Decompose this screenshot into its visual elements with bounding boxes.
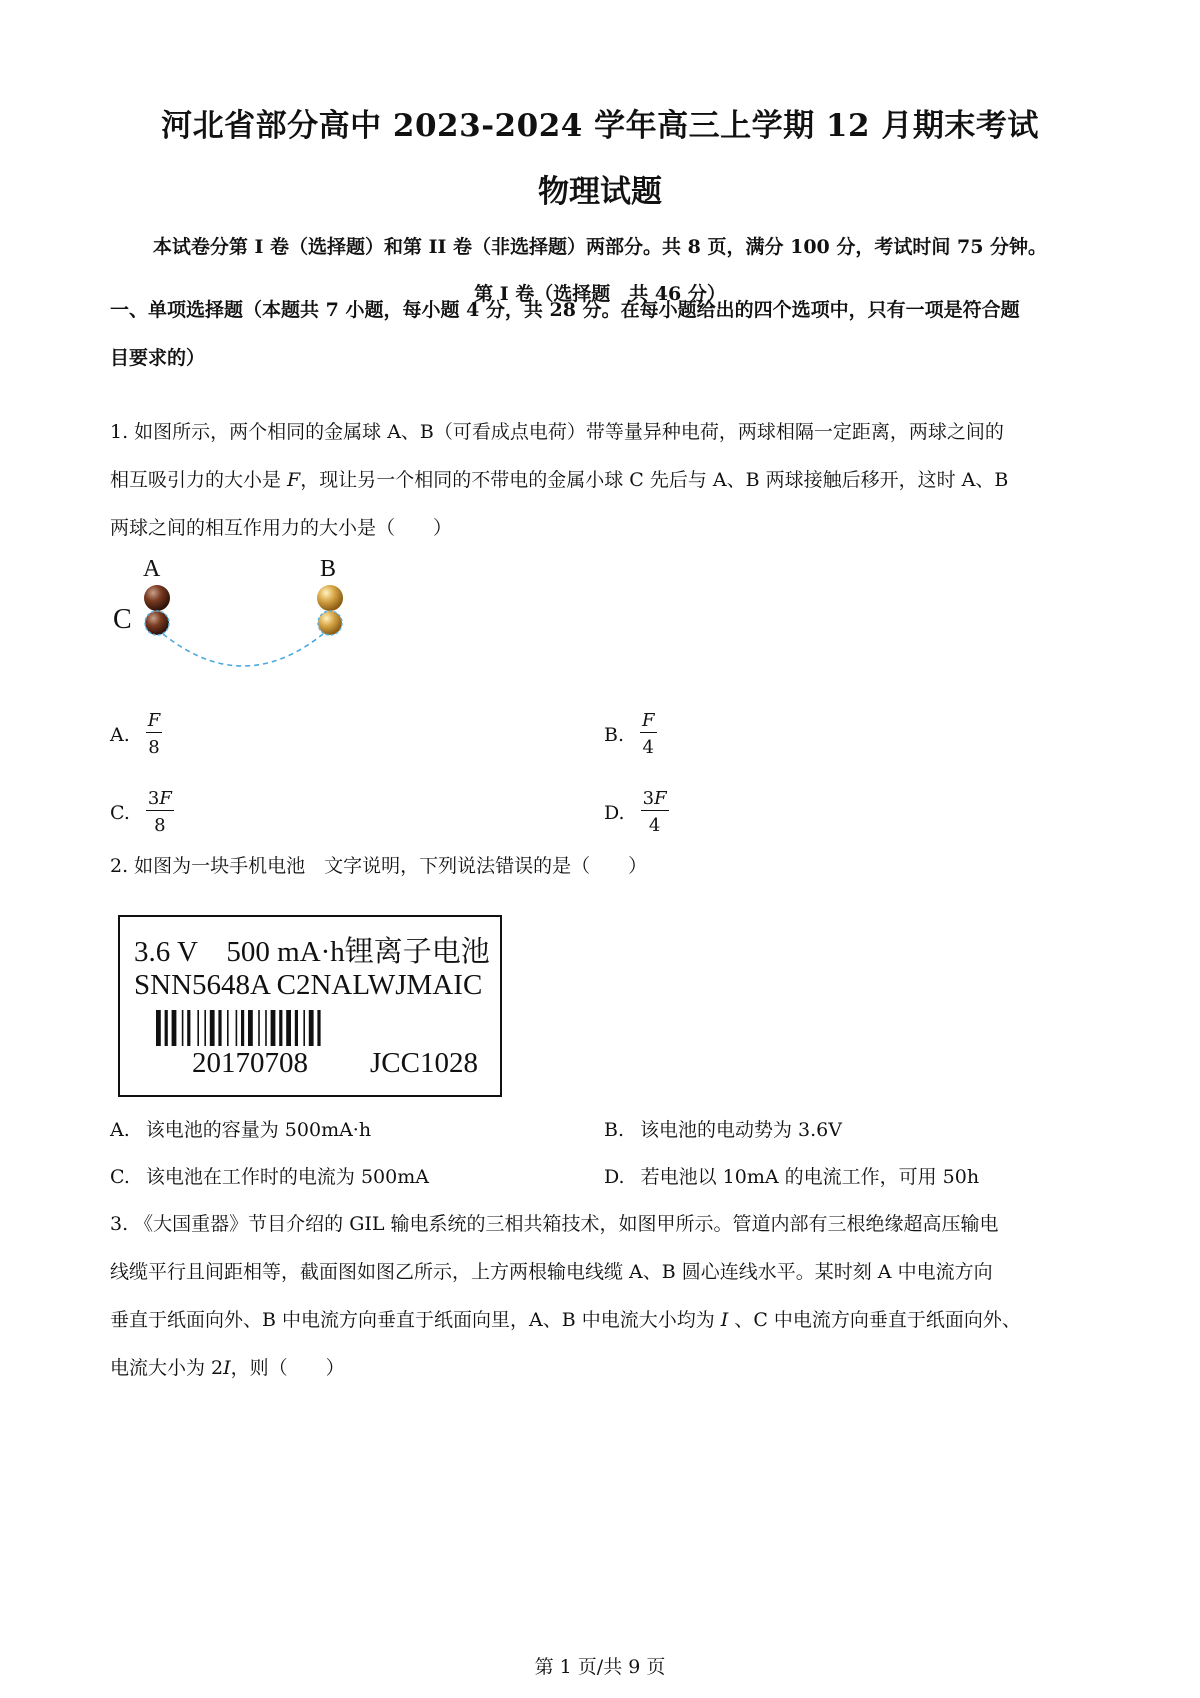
q1-line-2-post: ，现让另一个相同的不带电的金属小球 C 先后与 A、B 两球接触后移开，这时 A、B (300, 469, 1009, 491)
option-text: 该电池在工作时的电流为 500mA (145, 1166, 429, 1188)
question-1-stem (110, 408, 1100, 552)
option-label: A. (110, 723, 130, 746)
barcode (156, 1010, 456, 1050)
numerator-var: F (147, 710, 161, 731)
battery-label-figure (118, 915, 502, 1097)
fraction (146, 788, 174, 837)
exam-intro: 本试卷分第 I 卷（选择题）和第 II 卷（非选择题）两部分。共 8 页，满分 100 分，考试时间 75 分钟。 (152, 236, 1048, 258)
section-instructions (110, 286, 1100, 382)
numerator-var: F (159, 788, 172, 809)
sphere-label-a: A (143, 556, 161, 582)
battery-spec-line: 3.6 V 500 mA·h锂离子电池 (134, 936, 490, 968)
option-label: C. (110, 801, 130, 824)
denominator: 8 (154, 815, 166, 836)
q1-option-d[interactable] (604, 788, 669, 837)
motion-path (163, 634, 323, 666)
q1-line-3: 两球之间的相互作用力的大小是（ ） (110, 517, 453, 539)
current-symbol: I (223, 1357, 231, 1379)
sphere-b (317, 585, 343, 611)
sphere-c-ghost (318, 611, 342, 635)
exam-title: 河北省部分高中 2023-2024 学年高三上学期 12 月期末考试 (161, 108, 1039, 144)
q1-option-b[interactable] (604, 710, 657, 759)
denominator: 4 (648, 815, 661, 836)
option-text: 若电池以 10mA 的电流工作，可用 50h (640, 1166, 980, 1188)
sphere-a (144, 585, 170, 611)
q3-line-2: 线缆平行且间距相等，截面图如图乙所示，上方两根输电线缆 A、B 圆心连线水平。某时刻 A 中电流方向 (110, 1261, 993, 1283)
option-text: 该电池的容量为 500mA·h (145, 1119, 372, 1141)
q1-option-a[interactable] (110, 710, 162, 759)
option-label: B. (604, 1119, 625, 1141)
q2-option-d[interactable] (604, 1162, 979, 1192)
q1-line-2 (110, 456, 1100, 504)
fraction (641, 788, 669, 837)
q1-line-2-pre: 相互吸引力的大小是 (110, 469, 288, 491)
q1-option-c[interactable] (110, 788, 174, 837)
q2-option-c[interactable] (110, 1162, 429, 1192)
option-label: B. (604, 723, 625, 746)
numerator-coef: 3 (642, 788, 655, 809)
option-text: 该电池的电动势为 3.6V (640, 1119, 842, 1141)
denominator: 8 (148, 737, 160, 758)
sphere-c (145, 611, 169, 635)
battery-date-code: 20170708 (192, 1047, 308, 1079)
battery-batch-code: JCC1028 (370, 1047, 478, 1079)
sphere-label-c: C (113, 604, 132, 635)
numerator-var: F (642, 710, 655, 731)
q2-option-a[interactable] (110, 1115, 371, 1145)
part1-heading: 第 I 卷（选择题 共 46 分） (474, 283, 726, 305)
page-number: 第 1 页/共 9 页 (534, 1656, 666, 1678)
fraction (146, 710, 163, 759)
q3-line-3-post: 、C 中电流方向垂直于纸面向外、 (728, 1309, 1021, 1331)
option-label: A. (110, 1119, 130, 1141)
battery-serial-line: SNN5648A C2NALWJMAIC (134, 969, 483, 1001)
option-label: D. (604, 801, 625, 824)
current-symbol: I (720, 1309, 729, 1331)
q3-line-1: 3. 《大国重器》节目介绍的 GIL 输电系统的三相共箱技术，如图甲所示。管道内部有三根绝缘超高压输电 (110, 1213, 999, 1235)
numerator-var: F (654, 788, 667, 809)
question-2-stem: 2. 如图为一块手机电池 文字说明，下列说法错误的是（ ） (110, 855, 648, 877)
numerator-coef: 3 (147, 788, 160, 809)
q3-line-4 (110, 1344, 1100, 1392)
q3-line-4-pre: 电流大小为 2 (110, 1357, 224, 1379)
q3-line-3-pre: 垂直于纸面向外、B 中电流方向垂直于纸面向里，A、B 中电流大小均为 (110, 1309, 721, 1331)
option-label: D. (604, 1166, 625, 1188)
q2-option-b[interactable] (604, 1115, 842, 1145)
question-3-stem (110, 1200, 1100, 1392)
section-line-2: 目要求的） (110, 347, 206, 369)
q1-sphere-figure (105, 548, 365, 678)
q3-line-4-post: ，则（ ） (230, 1357, 345, 1379)
denominator: 4 (642, 737, 654, 758)
sphere-label-b: B (320, 556, 337, 582)
q1-line-1: 1. 如图所示，两个相同的金属球 A、B（可看成点电荷）带等量异种电荷，两球相隔一定距离，两球之间的 (110, 421, 1004, 443)
q3-line-3 (110, 1296, 1100, 1344)
exam-subtitle: 物理试题 (538, 174, 662, 210)
force-symbol: F (287, 469, 301, 491)
section-line-1: 一、单项选择题（本题共 7 小题，每小题 4 分，共 28 分。在每小题给出的四个选项中，只有一项是符合题 (110, 299, 1020, 321)
fraction (640, 710, 657, 759)
option-label: C. (110, 1166, 130, 1188)
